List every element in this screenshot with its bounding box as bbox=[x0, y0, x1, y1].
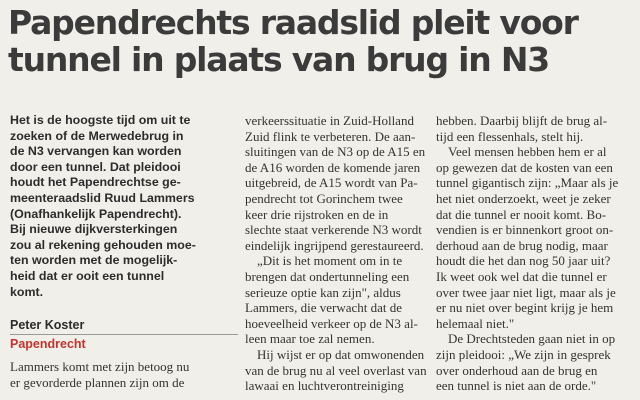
body-line: sluitingen van de N3 op de A15 en bbox=[245, 144, 426, 160]
body-line: brengen dat ondertunneling een bbox=[245, 268, 410, 284]
body-column-2 bbox=[245, 113, 431, 394]
body-line: uitgebreid, de A15 wordt van Pa- bbox=[245, 175, 418, 191]
body-line: de A16 worden de komende jaren bbox=[245, 159, 421, 175]
body-line: serieuze optie kan zijn", aldus bbox=[245, 284, 401, 300]
body-line: derhoud aan de brug nodig, maar bbox=[436, 237, 608, 253]
intro-line: de N3 vervangen kan worden bbox=[10, 144, 182, 159]
body-line: over onderhoud aan de brug en bbox=[436, 362, 598, 378]
body-line: een tunnel is niet aan de orde." bbox=[436, 378, 597, 394]
body-line: helemaal niet." bbox=[436, 315, 515, 331]
intro-line: door een tunnel. Dat pleidooi bbox=[10, 159, 181, 174]
body-line: op gewezen dat de kosten van een bbox=[436, 159, 613, 175]
intro-line: Het is de hoogste tijd om uit te bbox=[10, 113, 191, 127]
article-headline bbox=[8, 4, 634, 78]
body-line: hebben. Daarbij blijft de brug al- bbox=[436, 113, 608, 128]
intro-line: houdt het Papendrechtse ge- bbox=[10, 175, 181, 190]
body-line: Zuid flink te verbeteren. De aan- bbox=[245, 128, 416, 144]
body-line: pendrecht tot Gorinchem twee bbox=[245, 190, 403, 206]
intro-line: heid dat er ooit een tunnel bbox=[10, 268, 165, 283]
body-line: houdt die het dan nog 50 jaar uit? bbox=[436, 253, 611, 269]
body-line: Hij wijst er op dat omwonenden bbox=[257, 346, 425, 362]
body-line: Lammers komt met zijn betoog nu bbox=[10, 359, 190, 374]
body-line: zijn pleidooi: „We zijn in gesprek bbox=[436, 346, 611, 362]
body-line: verkeerssituatie in Zuid-Holland bbox=[245, 113, 414, 128]
intro-line: zoeken of de Merwedebrug in bbox=[10, 128, 184, 143]
body-line: eindelijk ingrijpend gerestaureerd. bbox=[245, 237, 424, 253]
intro-line: ten worden met de mogelijk- bbox=[10, 253, 178, 268]
body-line: er gevorderde plannen zijn om de bbox=[10, 374, 185, 390]
byline-author: Peter Koster bbox=[10, 318, 85, 332]
byline-divider bbox=[10, 334, 238, 335]
body-line: slechte staat verkerende N3 wordt bbox=[245, 222, 422, 238]
intro-line: (Onafhankelijk Papendrecht). bbox=[10, 206, 182, 221]
body-line: leen maar toe zal nemen. bbox=[245, 331, 375, 347]
body-line: er nu niet over begint krijg je hem bbox=[436, 300, 614, 316]
intro-line: zou al rekening gehouden moe- bbox=[10, 237, 196, 252]
body-line: Lammers, die verwacht dat de bbox=[245, 300, 403, 316]
article-intro bbox=[10, 113, 238, 300]
body-line: De Drechtsteden gaan niet in op bbox=[448, 331, 616, 347]
body-line: tijd een flessenhals, stelt hij. bbox=[436, 128, 584, 144]
body-line: tunnel gigantisch zijn: „Maar als je bbox=[436, 175, 619, 191]
body-line: over twee jaar niet ligt, maar als je bbox=[436, 284, 616, 300]
headline-line: tunnel in plaats van brug in N3 bbox=[8, 40, 550, 79]
body-line: Veel mensen hebben hem er al bbox=[448, 144, 607, 160]
body-column-1 bbox=[10, 359, 240, 390]
body-line: van de brug nu al veel overlast van bbox=[245, 362, 427, 378]
body-line: het niet onderzoekt, weet je zeker bbox=[436, 190, 611, 206]
byline-location: Papendrecht bbox=[10, 337, 86, 351]
headline-line: Papendrechts raadslid pleit voor bbox=[8, 3, 578, 42]
body-line: vendien is er binnenkort groot on- bbox=[436, 222, 614, 238]
body-line: dat die tunnel er nooit komt. Bo- bbox=[436, 206, 607, 222]
body-line: „Dit is het moment om in te bbox=[257, 253, 403, 269]
body-line: Ik weet ook wel dat die tunnel er bbox=[436, 268, 607, 284]
body-line: hoeveelheid verkeer op de N3 al- bbox=[245, 315, 418, 331]
body-line: keer drie rijstroken en de in bbox=[245, 206, 389, 222]
body-column-3 bbox=[436, 113, 636, 394]
intro-line: komt. bbox=[10, 284, 44, 299]
body-line: lawaai en luchtverontreiniging bbox=[245, 378, 404, 394]
intro-line: Bij nieuwe dijkversterkingen bbox=[10, 222, 178, 237]
intro-line: meenteraadslid Ruud Lammers bbox=[10, 190, 195, 205]
